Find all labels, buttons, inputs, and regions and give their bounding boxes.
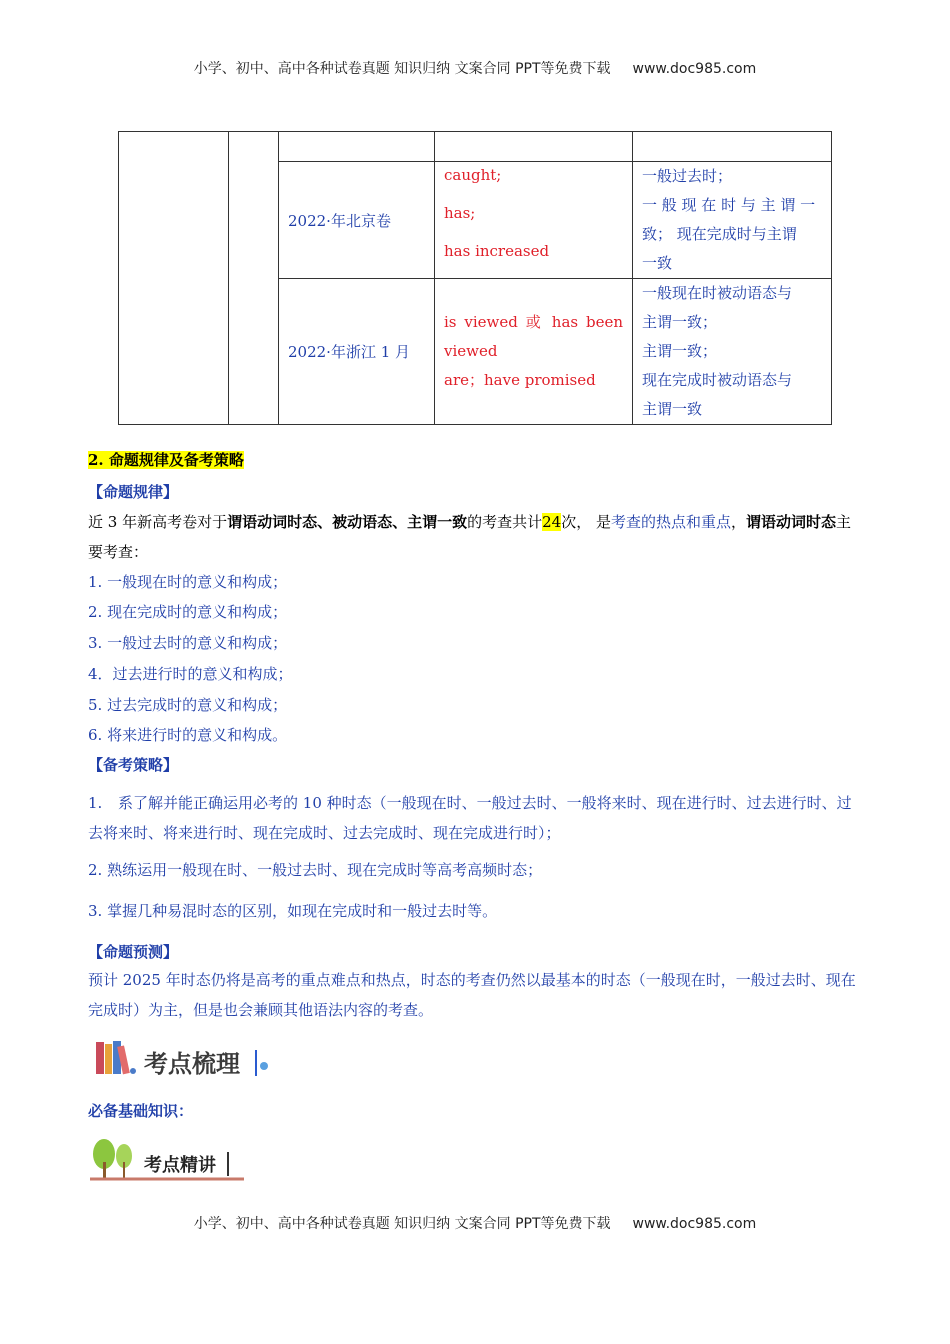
strategy-item: 2. 熟练运用一般现在时、一般过去时、现在完成时等高考高频时态； [88,861,543,879]
table-cell [279,132,435,162]
table-cell [229,132,279,425]
jingjiang-title: 考点精讲 [144,1155,216,1176]
header-site-link[interactable]: www.doc985.com [632,61,757,77]
jingjiang-banner [88,1134,248,1184]
table-cell [633,132,832,162]
table-point-cell: 一般现在时被动语态与 主谓一致； 主谓一致； 现在完成时被动语态与 主谓一致 [633,279,832,425]
footer-text: 小学、初中、高中各种试卷真题 知识归纳 文案合同 PPT等免费下载 [193,1216,611,1232]
rule-item: 3. 一般过去时的意义和构成； [88,634,288,652]
table-cell [119,132,229,425]
section-title: 2. 命题规律及备考策略 [88,451,244,469]
table-point-cell: 一般过去时； 一 般 现 在 时 与 主 谓 一 致； 现在完成时与主谓 一致 [633,162,832,279]
intro-paragraph: 近 3 年新高考卷对于谓语动词时态、被动语态、主谓一致的考查共计24次， 是考查的热点和重点，谓语动词时态主要考查： [88,513,852,561]
kaodian-banner [92,1038,282,1082]
forecast-paragraph: 预计 2025 年时态仍将是高考的重点难点和热点，时态的考查仍然以最基本的时态（一般现在时，一般过去时、现在完成时）为主，但是也会兼顾其他语法内容的考查。 [88,971,856,1019]
strategy-item: 3. 掌握几种易混时态的区别，如现在完成时和一般过去时等。 [88,902,498,920]
rule-heading: 【命题规律】 [88,483,179,501]
table-row [119,132,832,162]
count-highlight: 24 [542,513,562,531]
rule-item: 4．过去进行时的意义和构成； [88,665,293,683]
exam-table [118,131,832,425]
table-year-cell: 2022·年北京卷 [279,162,435,279]
table-year-cell: 2022·年浙江 1 月 [279,279,435,425]
strategy-item: 1. 系了解并能正确运用必考的 10 种时态（一般现在时、一般过去时、一般将来时、现在进行时、过去进行时、过去将来时、将来进行时、现在完成时、过去完成时、现在完成进行时）； [88,794,852,842]
rule-item: 2. 现在完成时的意义和构成； [88,603,288,621]
page-header [0,58,950,78]
table-answer-cell: is viewed 或 has been viewed are；have promised [435,279,633,425]
basic-knowledge-label: 必备基础知识： [88,1102,194,1120]
table-cell [435,132,633,162]
footer-site-link[interactable]: www.doc985.com [632,1216,757,1232]
rule-item: 6. 将来进行时的意义和构成。 [88,726,288,744]
header-text: 小学、初中、高中各种试卷真题 知识归纳 文案合同 PPT等免费下载 [193,61,611,77]
rule-item: 1. 一般现在时的意义和构成； [88,573,288,591]
table-answer-cell: caught; has; has increased [435,162,633,279]
forecast-heading: 【命题预测】 [88,943,179,961]
strategy-heading: 【备考策略】 [88,756,179,774]
kaodian-title: 考点梳理 [144,1050,240,1078]
page-footer [0,1213,950,1233]
rule-item: 5. 过去完成时的意义和构成； [88,696,288,714]
